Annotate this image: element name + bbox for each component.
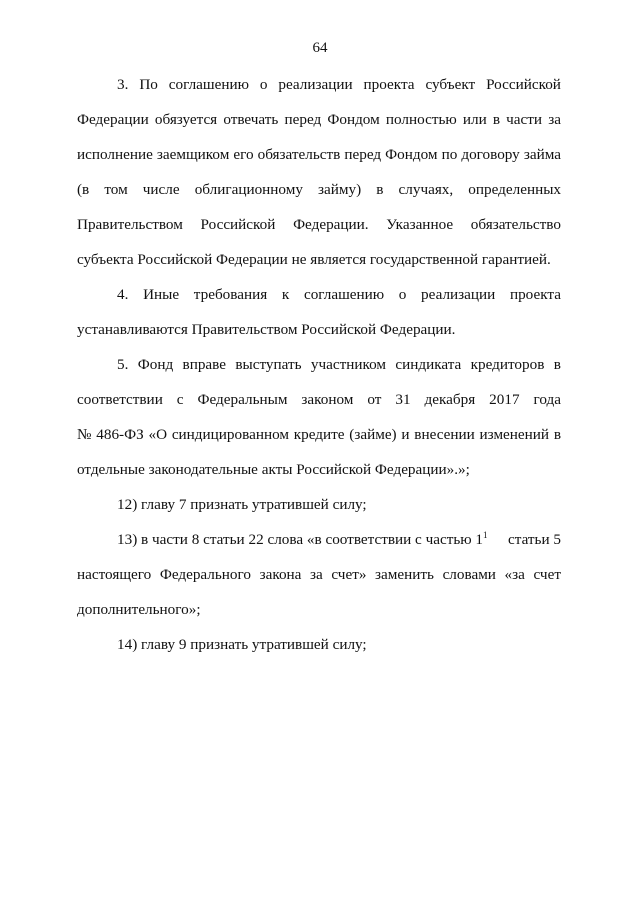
paragraph-4-line-1: 4. Иные требования к соглашению о реализации проекта [117, 286, 561, 303]
item-13-line-2: настоящего Федерального закона за счет» заменить словами «за счет [77, 566, 561, 583]
paragraph-3-line-2: Федерации обязуется отвечать перед Фондом полностью или в части за [77, 111, 561, 128]
paragraph-3-line-3: исполнение заемщиком его обязательств перед Фондом по договору займа [77, 146, 561, 163]
paragraph-5-line-2: соответствии с Федеральным законом от 31 декабря 2017 года [77, 391, 561, 408]
paragraph-4-line-2: устанавливаются Правительством Российской Федерации. [77, 321, 456, 338]
paragraph-3-line-4: (в том числе облигационному займу) в случаях, определенных [77, 181, 561, 198]
paragraph-5-line-3: № 486-ФЗ «О синдицированном кредите (займе) и внесении изменений в [77, 426, 561, 443]
paragraph-3-line-5: Правительством Российской Федерации. Указанное обязательство [77, 216, 561, 233]
item-12: 12) главу 7 признать утратившей силу; [117, 496, 367, 513]
page-number: 64 [312, 40, 328, 56]
item-13-line-1 [77, 530, 561, 550]
item-13-line-1-tail: статьи 5 [508, 531, 561, 548]
paragraph-3-line-6: субъекта Российской Федерации не является государственной гарантией. [77, 251, 551, 268]
item-13-superscript: 1 [483, 529, 488, 540]
paragraph-3-line-1: 3. По соглашению о реализации проекта субъект Российской [117, 76, 561, 93]
item-14: 14) главу 9 признать утратившей силу; [117, 636, 367, 653]
item-13-line-1-main: 13) в части 8 статьи 22 слова «в соответствии с частью 1 [117, 531, 484, 548]
paragraph-5-line-1: 5. Фонд вправе выступать участником синдиката кредиторов в [117, 356, 561, 373]
item-13-line-1-text [117, 530, 488, 550]
paragraph-5-line-4: отдельные законодательные акты Российской Федерации».»; [77, 461, 470, 478]
item-13-line-3: дополнительного»; [77, 601, 201, 618]
